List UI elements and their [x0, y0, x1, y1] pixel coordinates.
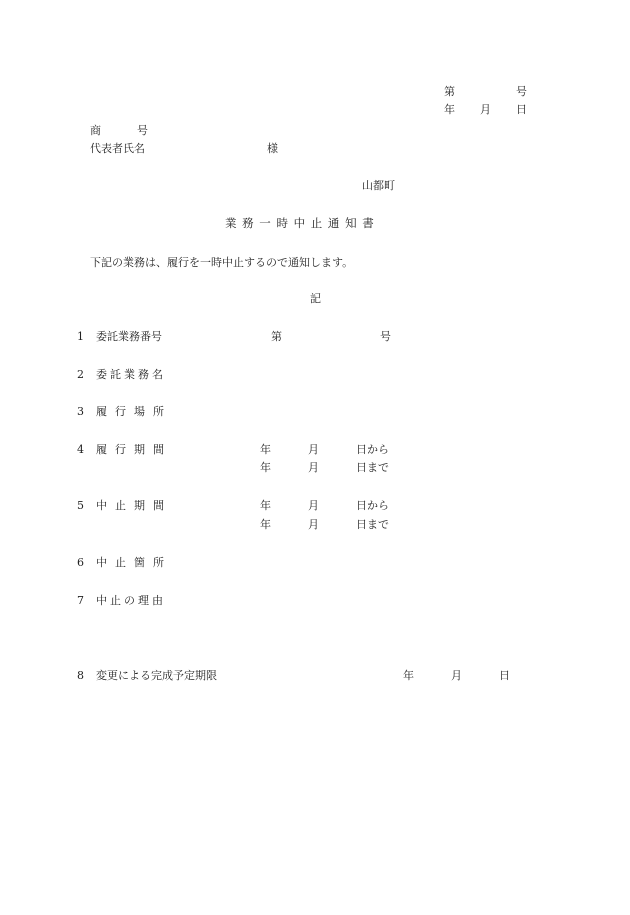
item-8-gatsu: 月 [451, 669, 462, 682]
item-1-number: 1 [77, 330, 84, 343]
item-1-label: 委託業務番号 [96, 330, 162, 343]
item-5-label: 中止期間 [96, 499, 172, 512]
header-gatsu: 月 [480, 103, 491, 116]
item-5-gatsu-to: 月 [308, 518, 319, 531]
item-1-go: 号 [380, 330, 391, 343]
item-5-nen-from: 年 [260, 499, 271, 512]
addressee-shogo-1: 商 [90, 124, 101, 137]
item-5-gatsu-from: 月 [308, 499, 319, 512]
representative-label: 代表者氏名 [90, 142, 145, 155]
item-4-gatsu-from: 月 [308, 443, 319, 456]
item-7-number: 7 [77, 594, 84, 607]
item-5-from: 日から [356, 499, 389, 512]
item-6-number: 6 [77, 556, 84, 569]
item-6-label: 中止箇所 [96, 556, 172, 569]
item-3-number: 3 [77, 405, 84, 418]
item-3-label: 履行場所 [96, 405, 172, 418]
header-dai: 第 [444, 85, 455, 98]
item-8-nichi: 日 [499, 669, 510, 682]
document-title: 業 務 一 時 中 止 通 知 書 [225, 216, 375, 230]
item-7-label: 中止の理由 [96, 594, 166, 607]
item-5-nen-to: 年 [260, 518, 271, 531]
item-5-number: 5 [77, 499, 84, 512]
item-4-number: 4 [77, 443, 84, 456]
header-go: 号 [516, 85, 527, 98]
item-4-to: 日まで [356, 461, 389, 474]
item-2-label: 委託業務名 [96, 368, 166, 381]
header-nen: 年 [444, 103, 455, 116]
item-8-number: 8 [77, 669, 84, 682]
intro-text: 下記の業務は、履行を一時中止するので通知します。 [90, 256, 354, 269]
header-nichi: 日 [516, 103, 527, 116]
item-2-number: 2 [77, 368, 84, 381]
issuer-name: 山都町 [362, 179, 395, 192]
item-8-label: 変更による完成予定期限 [96, 669, 217, 682]
item-8-nen: 年 [403, 669, 414, 682]
addressee-shogo-2: 号 [137, 124, 148, 137]
item-4-gatsu-to: 月 [308, 461, 319, 474]
item-5-to: 日まで [356, 518, 389, 531]
ki-heading: 記 [310, 292, 321, 305]
item-4-label: 履行期間 [96, 443, 172, 456]
item-4-nen-to: 年 [260, 461, 271, 474]
addressee-sama: 様 [267, 142, 278, 155]
item-4-from: 日から [356, 443, 389, 456]
item-1-dai: 第 [271, 330, 282, 343]
item-4-nen-from: 年 [260, 443, 271, 456]
